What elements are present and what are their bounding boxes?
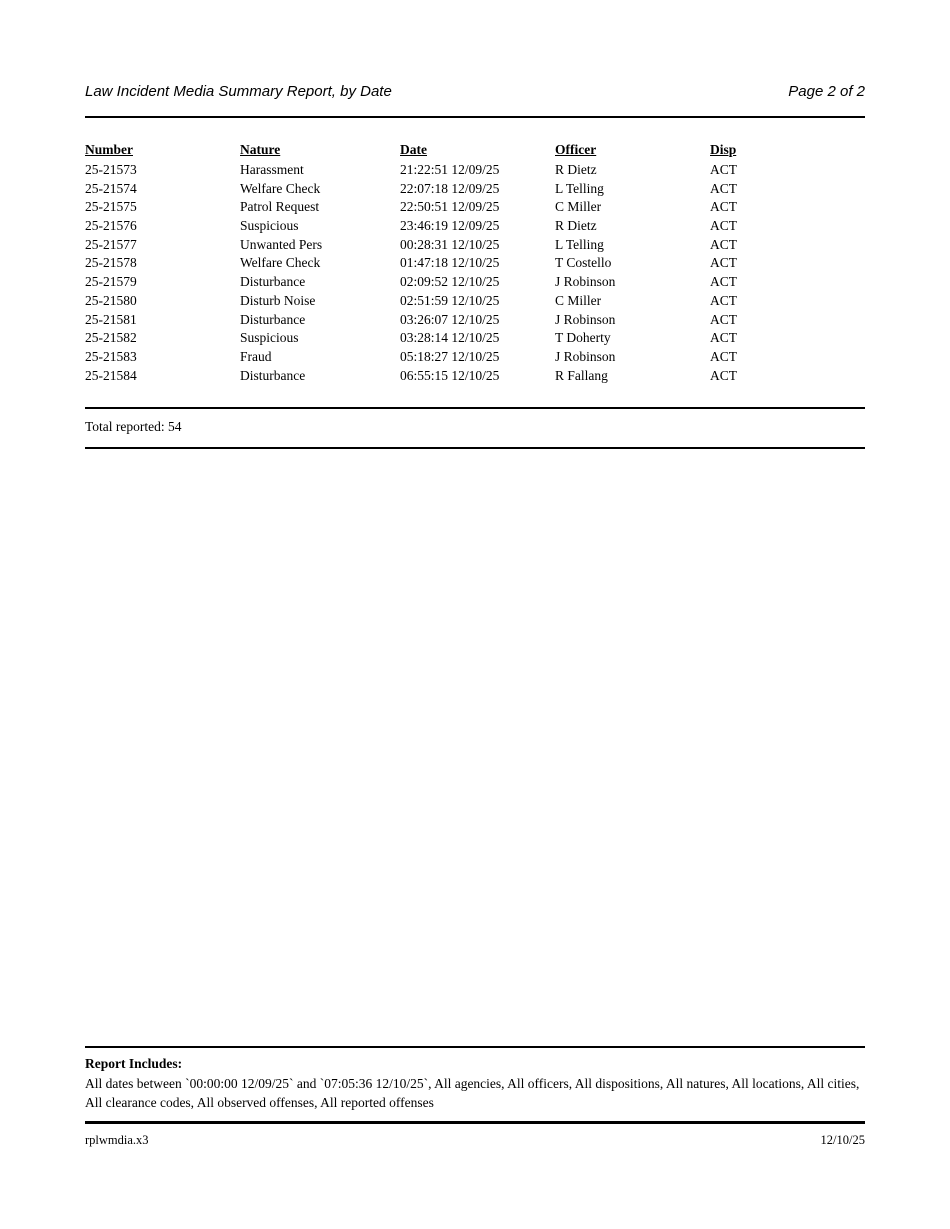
cell-date: 03:28:14 12/10/25 [400,330,500,346]
cell-officer: T Costello [555,255,612,271]
cell-officer: J Robinson [555,348,616,364]
cell-officer: C Miller [555,292,602,308]
cell-nature: Patrol Request [240,199,320,215]
cell-officer: J Robinson [555,311,616,327]
table-bottom-divider [85,407,865,409]
cell-disp: ACT [710,180,737,196]
column-header-officer: Officer [555,142,597,157]
cell-disp: ACT [710,348,737,364]
table-row [85,198,865,217]
cell-nature: Disturbance [240,311,306,327]
column-header-nature: Nature [240,142,281,157]
table-row [85,161,865,180]
cell-disp: ACT [710,162,737,177]
cell-nature: Welfare Check [240,255,321,271]
cell-number: 25-21574 [85,180,137,196]
table-row [85,367,865,386]
cell-date: 22:07:18 12/09/25 [400,180,500,196]
cell-date: 06:55:15 12/10/25 [400,367,500,383]
cell-nature: Disturbance [240,274,306,290]
cell-disp: ACT [710,199,737,215]
cell-number: 25-21581 [85,311,137,327]
cell-disp: ACT [710,218,737,234]
table-row [85,254,865,273]
cell-nature: Welfare Check [240,180,321,196]
cell-disp: ACT [710,274,737,290]
cell-number: 25-21573 [85,162,137,177]
cell-number: 25-21577 [85,236,137,252]
cell-nature: Harassment [240,162,304,177]
report-includes-body: All dates between `00:00:00 12/09/25` and `07:05:36 12/10/25`, All agencies, All officers, All dispositions, All natures, All locations, All cities, All clearance codes, All observed offenses, All reported offenses [85,1076,860,1110]
cell-officer: J Robinson [555,274,616,290]
cell-date: 22:50:51 12/09/25 [400,199,500,215]
table-row [85,273,865,292]
column-header-number: Number [85,142,133,157]
cell-number: 25-21576 [85,218,137,234]
cell-officer: L Telling [555,236,604,252]
footer-date: 12/10/25 [820,1133,865,1147]
cell-officer: R Fallang [555,367,608,383]
cell-number: 25-21583 [85,348,137,364]
cell-officer: R Dietz [555,162,597,177]
table-row [85,311,865,330]
includes-top-divider [85,1046,865,1048]
table-header-row [85,141,865,160]
table-row [85,348,865,367]
page-number-label: Page 2 of 2 [788,83,865,100]
cell-date: 03:26:07 12/10/25 [400,311,500,327]
cell-nature: Disturb Noise [240,292,316,308]
cell-disp: ACT [710,255,737,271]
total-bottom-divider [85,447,865,449]
cell-disp: ACT [710,292,737,308]
column-header-date: Date [400,142,427,157]
report-title: Law Incident Media Summary Report, by Date [85,83,392,100]
footer-divider [85,1121,865,1124]
cell-date: 02:51:59 12/10/25 [400,292,500,308]
cell-officer: L Telling [555,180,604,196]
cell-nature: Unwanted Pers [240,236,323,252]
cell-disp: ACT [710,330,737,346]
cell-number: 25-21582 [85,330,137,346]
report-filename: rplwmdia.x3 [85,1133,149,1147]
cell-date: 23:46:19 12/09/25 [400,218,500,234]
cell-number: 25-21579 [85,274,137,290]
cell-date: 02:09:52 12/10/25 [400,274,500,290]
report-includes-heading: Report Includes: [85,1056,183,1071]
cell-number: 25-21578 [85,255,137,271]
total-reported: Total reported: 54 [85,419,182,434]
cell-date: 21:22:51 12/09/25 [400,162,500,177]
cell-nature: Fraud [240,348,272,364]
cell-disp: ACT [710,367,737,383]
table-rows [85,161,865,385]
table-row [85,236,865,255]
cell-officer: R Dietz [555,218,597,234]
header-divider [85,116,865,118]
cell-number: 25-21584 [85,367,137,383]
table-row [85,329,865,348]
incident-table [85,141,865,385]
cell-number: 25-21575 [85,199,137,215]
cell-officer: C Miller [555,199,602,215]
table-row [85,180,865,199]
cell-disp: ACT [710,236,737,252]
cell-date: 05:18:27 12/10/25 [400,348,500,364]
cell-disp: ACT [710,311,737,327]
report-header [85,83,865,101]
cell-number: 25-21580 [85,292,137,308]
cell-nature: Disturbance [240,367,306,383]
cell-date: 00:28:31 12/10/25 [400,236,500,252]
table-row [85,217,865,236]
cell-nature: Suspicious [240,330,299,346]
page-footer [85,1133,865,1148]
cell-date: 01:47:18 12/10/25 [400,255,500,271]
table-row [85,292,865,311]
column-header-disp: Disp [710,142,737,157]
cell-officer: T Doherty [555,330,611,346]
cell-nature: Suspicious [240,218,299,234]
